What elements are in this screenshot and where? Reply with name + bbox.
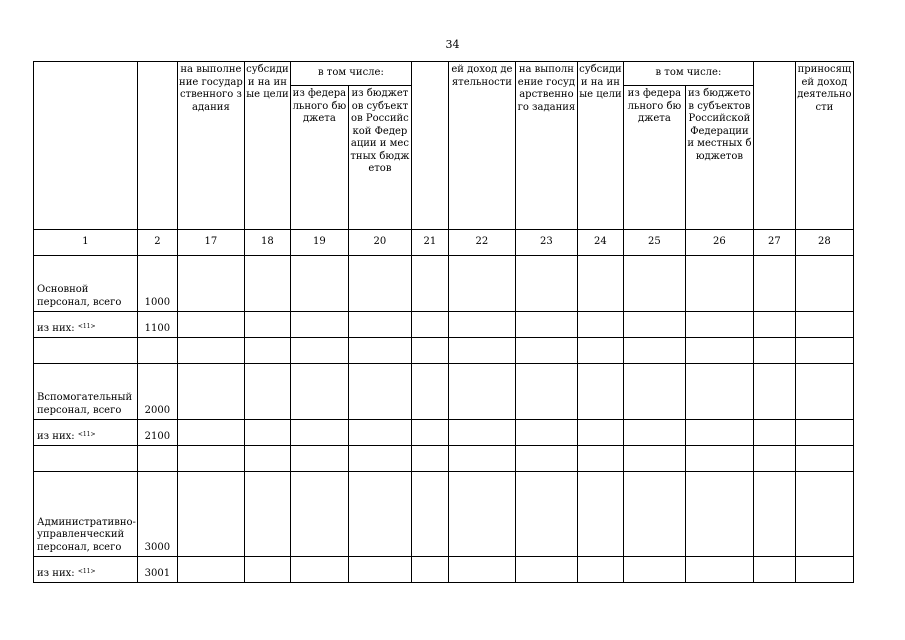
- data-cell[interactable]: [290, 364, 348, 420]
- data-cell[interactable]: [795, 446, 853, 472]
- data-cell[interactable]: [448, 364, 515, 420]
- data-cell[interactable]: [753, 312, 795, 338]
- column-number: 17: [177, 230, 244, 256]
- column-number: 21: [411, 230, 448, 256]
- data-cell[interactable]: [290, 446, 348, 472]
- data-cell[interactable]: [795, 364, 853, 420]
- column-number: 25: [623, 230, 685, 256]
- data-cell[interactable]: [411, 420, 448, 446]
- data-cell[interactable]: [753, 446, 795, 472]
- data-cell[interactable]: [244, 420, 290, 446]
- column-number: 2: [137, 230, 177, 256]
- column-number: 1: [34, 230, 138, 256]
- header-cell-19: из федерального бюджета: [290, 86, 348, 230]
- table-row: [34, 338, 854, 364]
- table-row: [34, 420, 854, 446]
- data-cell[interactable]: [348, 472, 411, 557]
- data-cell[interactable]: [448, 420, 515, 446]
- data-cell[interactable]: [411, 256, 448, 312]
- header-cell-17: на выполнение государственного задания: [177, 62, 244, 230]
- data-cell[interactable]: [577, 312, 623, 338]
- data-cell[interactable]: [515, 420, 577, 446]
- row-label: [34, 420, 138, 446]
- row-label-text: из них:: [37, 430, 75, 442]
- data-cell[interactable]: [348, 312, 411, 338]
- header-cell-25: из федерального бюджета: [623, 86, 685, 230]
- data-cell[interactable]: [244, 364, 290, 420]
- data-cell[interactable]: [623, 446, 685, 472]
- column-number: 27: [753, 230, 795, 256]
- data-cell[interactable]: [685, 420, 753, 446]
- row-code: 2000: [137, 364, 177, 420]
- row-label: [34, 557, 138, 583]
- header-cell-26: из бюджетов субъектов Российской Федерации и местных бюджетов: [685, 86, 753, 230]
- data-cell[interactable]: [177, 256, 244, 312]
- row-code: 1100: [137, 312, 177, 338]
- column-number-row: [34, 230, 854, 256]
- data-cell[interactable]: [290, 557, 348, 583]
- data-cell[interactable]: [411, 364, 448, 420]
- header-group-b: в том числе:: [623, 62, 753, 86]
- data-cell[interactable]: [348, 256, 411, 312]
- row-label: [34, 338, 138, 364]
- row-code: 2100: [137, 420, 177, 446]
- data-cell[interactable]: [795, 557, 853, 583]
- column-number: 22: [448, 230, 515, 256]
- column-number: 26: [685, 230, 753, 256]
- header-cell-21: [411, 62, 448, 230]
- data-cell[interactable]: [577, 364, 623, 420]
- footnote-ref: <11>: [77, 322, 96, 330]
- data-cell[interactable]: [795, 256, 853, 312]
- row-label-text: из них:: [37, 567, 75, 579]
- data-cell[interactable]: [244, 472, 290, 557]
- data-cell[interactable]: [515, 472, 577, 557]
- data-cell[interactable]: [290, 256, 348, 312]
- data-cell[interactable]: [577, 446, 623, 472]
- data-cell[interactable]: [795, 472, 853, 557]
- data-cell[interactable]: [348, 338, 411, 364]
- table-row: [34, 364, 854, 420]
- table-row: [34, 446, 854, 472]
- data-cell[interactable]: [448, 446, 515, 472]
- data-cell[interactable]: [515, 256, 577, 312]
- data-cell[interactable]: [623, 420, 685, 446]
- staff-table: [33, 61, 854, 583]
- data-cell[interactable]: [577, 338, 623, 364]
- data-cell[interactable]: [411, 312, 448, 338]
- header-row-1: [34, 62, 854, 86]
- column-number: 23: [515, 230, 577, 256]
- row-label: [34, 312, 138, 338]
- data-cell[interactable]: [753, 557, 795, 583]
- data-cell[interactable]: [244, 338, 290, 364]
- data-cell[interactable]: [685, 256, 753, 312]
- data-cell[interactable]: [685, 446, 753, 472]
- data-cell[interactable]: [685, 364, 753, 420]
- header-cell-1: [34, 62, 138, 230]
- row-label-text: из них:: [37, 322, 75, 334]
- data-cell[interactable]: [244, 446, 290, 472]
- data-cell[interactable]: [348, 557, 411, 583]
- data-cell[interactable]: [411, 338, 448, 364]
- header-cell-18: субсидии на иные цели: [244, 62, 290, 230]
- column-number: 24: [577, 230, 623, 256]
- header-cell-24: субсидии на иные цели: [577, 62, 623, 230]
- data-cell[interactable]: [244, 312, 290, 338]
- data-cell[interactable]: [623, 472, 685, 557]
- data-cell[interactable]: [623, 338, 685, 364]
- data-cell[interactable]: [244, 557, 290, 583]
- data-cell[interactable]: [577, 256, 623, 312]
- row-label-text: Основной персонал, всего: [37, 284, 122, 308]
- header-cell-27: [753, 62, 795, 230]
- data-cell[interactable]: [685, 472, 753, 557]
- data-cell[interactable]: [577, 557, 623, 583]
- data-cell[interactable]: [685, 557, 753, 583]
- table-row: [34, 312, 854, 338]
- data-cell[interactable]: [244, 256, 290, 312]
- data-cell[interactable]: [685, 312, 753, 338]
- table-row: [34, 472, 854, 557]
- data-cell[interactable]: [448, 338, 515, 364]
- table-row: [34, 557, 854, 583]
- column-number: 18: [244, 230, 290, 256]
- data-cell[interactable]: [515, 557, 577, 583]
- data-cell[interactable]: [448, 312, 515, 338]
- row-label: [34, 364, 138, 420]
- data-cell[interactable]: [448, 256, 515, 312]
- data-cell[interactable]: [177, 364, 244, 420]
- data-cell[interactable]: [515, 446, 577, 472]
- row-code: 3001: [137, 557, 177, 583]
- row-label-text: Вспомогательный персонал, всего: [37, 392, 133, 416]
- data-cell[interactable]: [753, 256, 795, 312]
- data-cell[interactable]: [348, 446, 411, 472]
- data-cell[interactable]: [623, 312, 685, 338]
- data-cell[interactable]: [448, 557, 515, 583]
- data-cell[interactable]: [623, 557, 685, 583]
- column-number: 20: [348, 230, 411, 256]
- row-label: [34, 256, 138, 312]
- row-code: [137, 338, 177, 364]
- column-number: 19: [290, 230, 348, 256]
- data-cell[interactable]: [795, 312, 853, 338]
- data-cell[interactable]: [177, 557, 244, 583]
- footnote-ref: <11>: [77, 430, 96, 438]
- data-cell[interactable]: [795, 338, 853, 364]
- data-cell[interactable]: [795, 420, 853, 446]
- data-cell[interactable]: [290, 472, 348, 557]
- data-cell[interactable]: [448, 472, 515, 557]
- data-cell[interactable]: [577, 472, 623, 557]
- header-cell-2: [137, 62, 177, 230]
- data-cell[interactable]: [348, 420, 411, 446]
- data-cell[interactable]: [515, 312, 577, 338]
- data-cell[interactable]: [177, 420, 244, 446]
- data-cell[interactable]: [177, 446, 244, 472]
- row-code: 3000: [137, 472, 177, 557]
- header-cell-23: на выполнение государственного задания: [515, 62, 577, 230]
- data-cell[interactable]: [515, 364, 577, 420]
- row-label: [34, 446, 138, 472]
- data-cell[interactable]: [515, 338, 577, 364]
- data-cell[interactable]: [411, 557, 448, 583]
- header-cell-22: ей доход деятельности: [448, 62, 515, 230]
- data-cell[interactable]: [411, 446, 448, 472]
- row-code: 1000: [137, 256, 177, 312]
- page-number: 34: [445, 38, 460, 51]
- header-group-a: в том числе:: [290, 62, 411, 86]
- data-cell[interactable]: [177, 312, 244, 338]
- data-cell[interactable]: [753, 420, 795, 446]
- data-cell[interactable]: [290, 312, 348, 338]
- header-cell-28: приносящей доход деятельности: [795, 62, 853, 230]
- data-cell[interactable]: [290, 338, 348, 364]
- data-cell[interactable]: [623, 256, 685, 312]
- data-cell[interactable]: [685, 338, 753, 364]
- data-cell[interactable]: [348, 364, 411, 420]
- column-number: 28: [795, 230, 853, 256]
- data-cell[interactable]: [177, 472, 244, 557]
- data-cell[interactable]: [623, 364, 685, 420]
- data-cell[interactable]: [177, 338, 244, 364]
- data-cell[interactable]: [753, 338, 795, 364]
- data-cell[interactable]: [411, 472, 448, 557]
- row-code: [137, 446, 177, 472]
- row-label-text: Административно-управленческий персонал, всего: [37, 516, 136, 553]
- footnote-ref: <11>: [77, 567, 96, 575]
- data-cell[interactable]: [753, 472, 795, 557]
- row-label: [34, 472, 138, 557]
- data-cell[interactable]: [753, 364, 795, 420]
- data-cell[interactable]: [577, 420, 623, 446]
- data-cell[interactable]: [290, 420, 348, 446]
- header-cell-20: из бюджетов субъектов Российской Федерации и местных бюджетов: [348, 86, 411, 230]
- table-row: [34, 256, 854, 312]
